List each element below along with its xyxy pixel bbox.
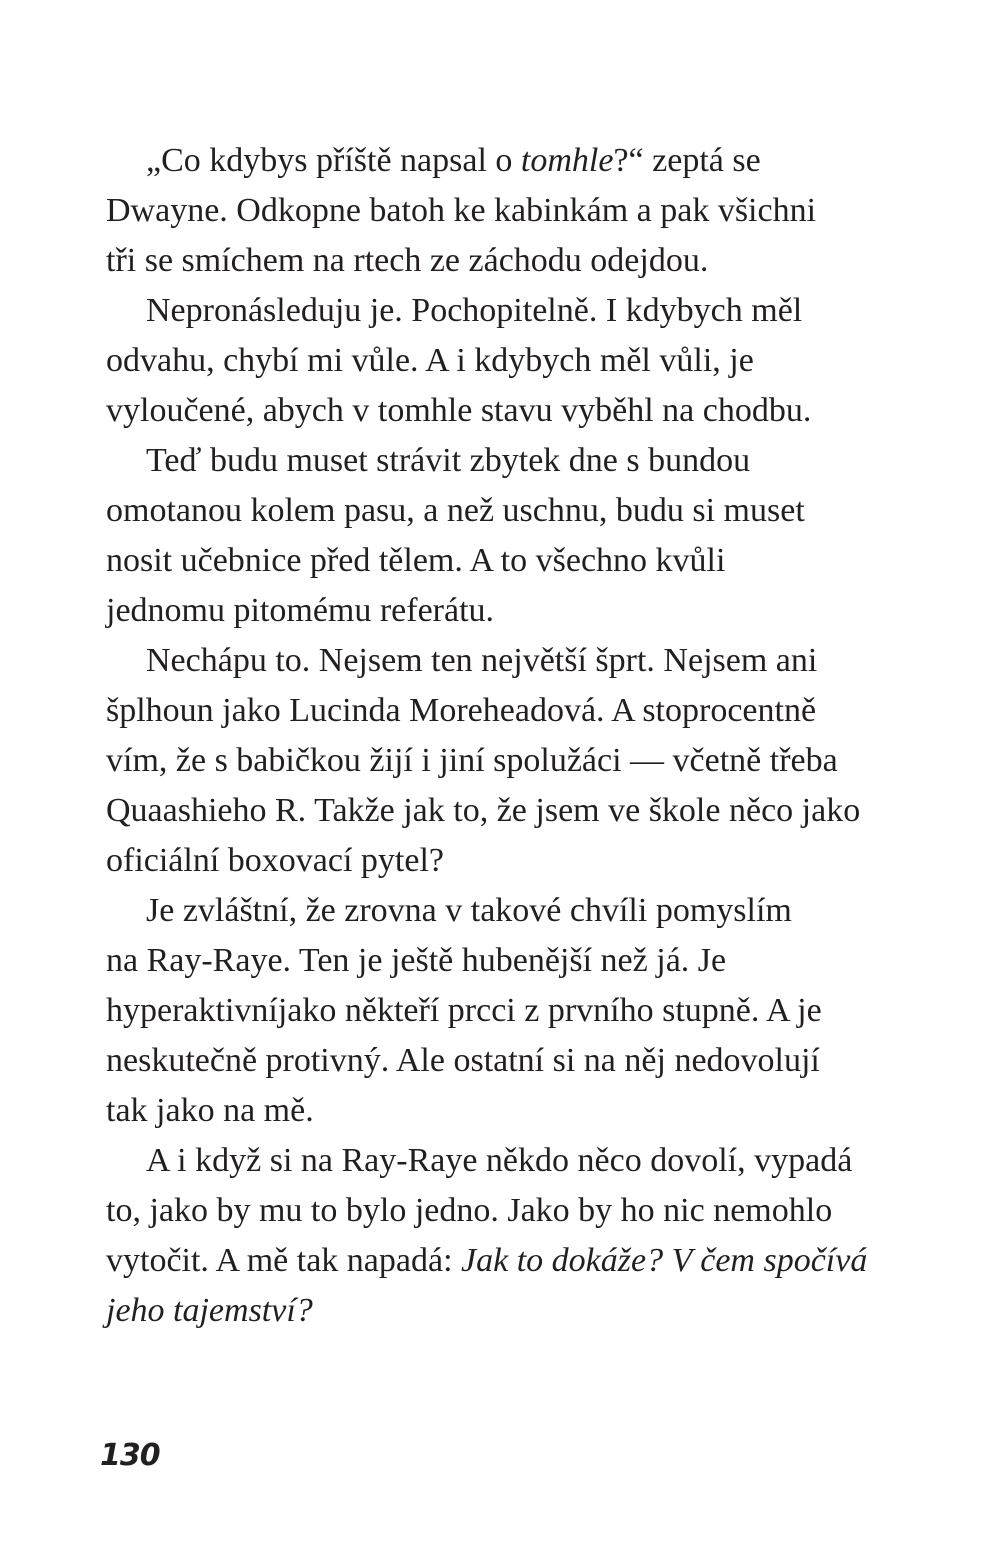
body-text [106, 136, 906, 1336]
text-run: Quaashieho R. Takže jak to, že jsem ve škole něco jako [106, 792, 861, 829]
text-run: hyperaktivníjako někteří prcci z prvního stupně. A je [106, 992, 822, 1029]
text-line [106, 136, 906, 186]
text-run: tři se smíchem na rtech ze záchodu odejdou. [106, 242, 709, 279]
text-run: vyloučené, abych v tomhle stavu vyběhl na chodbu. [106, 392, 812, 429]
text-run: Nechápu to. Nejsem ten největší šprt. Nejsem ani [146, 642, 818, 679]
text-run: A i když si na Ray-Raye někdo něco dovolí, vypadá [146, 1142, 853, 1179]
text-line [106, 586, 906, 636]
text-run: Dwayne. Odkopne batoh ke kabinkám a pak všichni [106, 192, 817, 229]
text-run: jednomu pitomému referátu. [106, 592, 495, 629]
page-number: 130 [100, 1438, 160, 1473]
text-run: tak jako na mě. [106, 1092, 314, 1129]
italic-text-run: tomhle [520, 142, 614, 179]
text-line [106, 786, 906, 836]
text-line [106, 486, 906, 536]
text-line [106, 536, 906, 586]
text-line [106, 886, 906, 936]
text-line [106, 736, 906, 786]
text-run: Je zvláštní, že zrovna v takové chvíli pomyslím [146, 892, 792, 929]
text-run: oficiální boxovací pytel? [106, 842, 444, 879]
text-run: vím, že s babičkou žijí i jiní spolužáci — včetně třeba [106, 742, 838, 779]
paragraph [106, 136, 906, 286]
text-line [106, 936, 906, 986]
text-line [106, 1236, 906, 1286]
text-line [106, 236, 906, 286]
paragraph [106, 286, 906, 436]
italic-text-run: jeho tajemství? [106, 1292, 313, 1329]
text-run: Teď budu muset strávit zbytek dne s bundou [146, 442, 751, 479]
text-run: ?“ zeptá se [613, 142, 761, 179]
italic-text-run: Jak to dokáže? V čem spočívá [461, 1242, 868, 1279]
text-line [106, 636, 906, 686]
text-line [106, 336, 906, 386]
text-line [106, 1086, 906, 1136]
text-line [106, 286, 906, 336]
text-run: to, jako by mu to bylo jedno. Jako by ho nic nemohlo [106, 1192, 833, 1229]
paragraph [106, 436, 906, 636]
paragraph [106, 636, 906, 886]
text-run: nosit učebnice před tělem. A to všechno kvůli [106, 542, 726, 579]
text-line [106, 1036, 906, 1086]
paragraph [106, 1136, 906, 1336]
text-line [106, 686, 906, 736]
text-line [106, 1286, 906, 1336]
text-line [106, 436, 906, 486]
text-run: na Ray-Raye. Ten je ještě hubenější než já. Je [106, 942, 727, 979]
paragraph [106, 886, 906, 1136]
text-run: odvahu, chybí mi vůle. A i kdybych měl vůli, je [106, 342, 754, 379]
text-line [106, 186, 906, 236]
text-run: neskutečně protivný. Ale ostatní si na něj nedovolují [106, 1042, 820, 1079]
text-run: šplhoun jako Lucinda Moreheadová. A stoprocentně [106, 692, 817, 729]
text-run: omotanou kolem pasu, a než uschnu, budu si muset [106, 492, 805, 529]
text-line [106, 1136, 906, 1186]
text-line [106, 836, 906, 886]
text-run: „Co kdybys příště napsal o [146, 142, 521, 179]
text-run: vytočit. A mě tak napadá: [106, 1242, 462, 1279]
text-run: Nepronásleduju je. Pochopitelně. I kdybych měl [146, 292, 803, 329]
text-line [106, 986, 906, 1036]
text-line [106, 386, 906, 436]
text-line [106, 1186, 906, 1236]
